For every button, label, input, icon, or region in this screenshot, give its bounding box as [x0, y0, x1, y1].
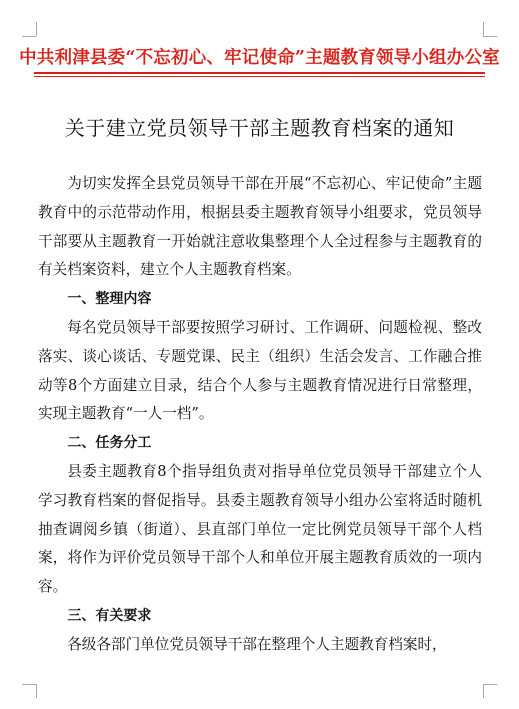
crop-mark-bottom-left-v	[36, 684, 37, 698]
crop-mark-top-left-h	[22, 36, 36, 37]
section-paragraph-3: 各级各部门单位党员领导干部在整理个人主题教育档案时，	[67, 635, 447, 653]
section-heading-2: 二、任务分工	[67, 435, 152, 452]
section-heading-3: 三、有关要求	[67, 607, 152, 624]
intro-paragraph: 为切实发挥全县党员领导干部在开展“不忘初心、牢记使命”主题教育中的示范带动作用，根据县委主题教育领导小组要求，党员领导干部要从主题教育一开始就注意收集整理个人全过程参与主题教育的有关档案资料，建立个人主题教育档案。	[38, 175, 482, 279]
crop-mark-bottom-right-v	[483, 684, 484, 698]
header-rule-thick	[34, 72, 485, 74]
red-header: 中共利津县委“不忘初心、牢记使命”主题教育领导小组办公室	[19, 48, 500, 68]
crop-mark-bottom-right-h	[483, 684, 497, 685]
section-heading-1: 一、整理内容	[67, 291, 152, 308]
document-title: 关于建立党员领导干部主题教育档案的通知	[64, 116, 455, 140]
document-body	[38, 170, 482, 660]
header-rule-thin	[34, 76, 485, 77]
section-paragraph-1: 每名党员领导干部要按照学习研讨、工作调研、问题检视、整改落实、谈心谈话、专题党课、民主（组织）生活会发言、工作融合推动等8个方面建立目录，结合个人参与主题教育情况进行日常整理，实现主题教育“一人一档”。	[38, 318, 482, 423]
crop-mark-top-right-v	[483, 22, 484, 36]
crop-mark-top-right-h	[483, 36, 497, 37]
crop-mark-top-left-v	[36, 22, 37, 36]
section-paragraph-2: 县委主题教育8个指导组负责对指导单位党员领导干部建立个人学习教育档案的督促指导。县委主题教育领导小组办公室将适时随机抽查调阅乡镇（街道）、县直部门单位一定比例党员领导干部个人档案，将作为评价党员领导干部个人和单位开展主题教育质效的一项内容。	[38, 462, 482, 596]
crop-mark-bottom-left-h	[22, 684, 36, 685]
